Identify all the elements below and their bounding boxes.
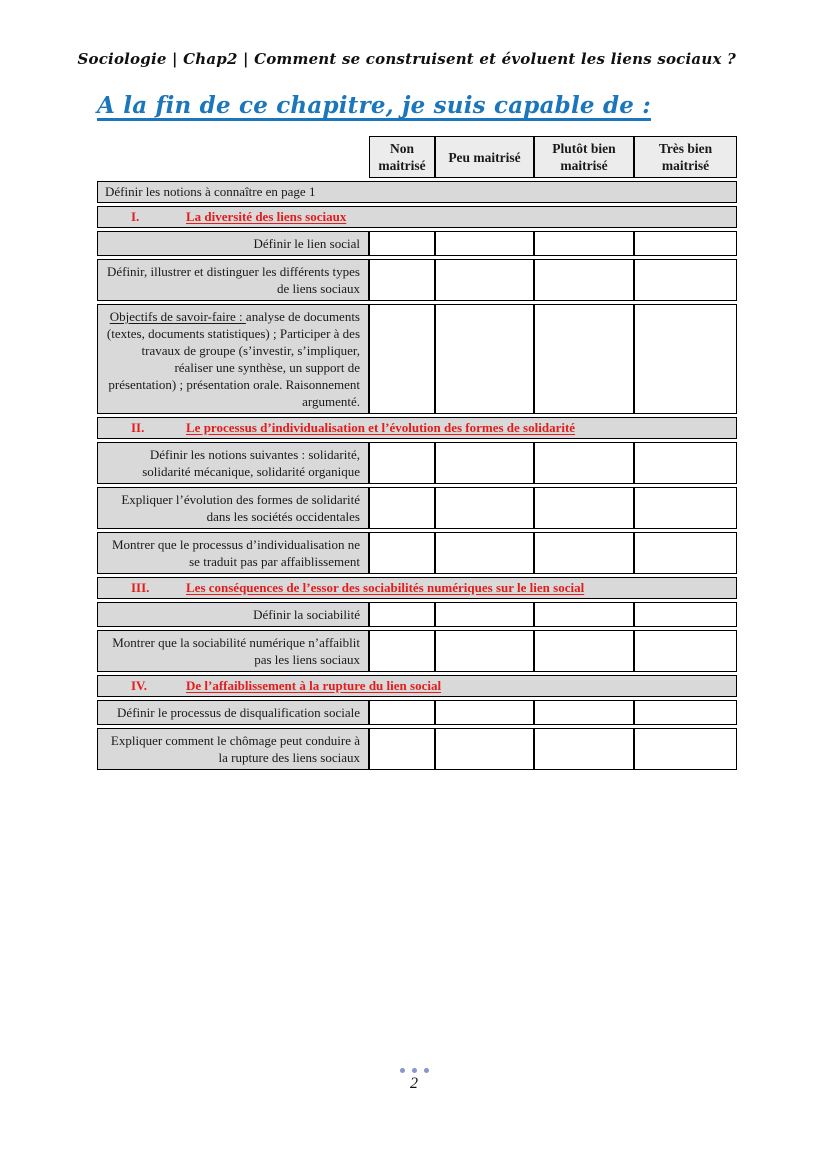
section-title: Le processus d’individualisation et l’évolution des formes de solidarité bbox=[186, 420, 576, 435]
answer-cell bbox=[534, 442, 634, 484]
answer-cell bbox=[369, 304, 435, 414]
answer-cell bbox=[534, 728, 634, 770]
answer-cell bbox=[369, 442, 435, 484]
section-title: Les conséquences de l’essor des sociabilités numériques sur le lien social bbox=[186, 580, 585, 595]
table-row-section bbox=[97, 206, 737, 228]
header-ghost-cell bbox=[97, 136, 369, 178]
table-row-item bbox=[97, 442, 737, 484]
answer-cell bbox=[435, 259, 534, 301]
skill-label: Montrer que le processus d’individualisation ne se traduit pas par affaiblissement bbox=[97, 532, 369, 574]
section-heading bbox=[97, 417, 737, 439]
table-row-item bbox=[97, 487, 737, 529]
skill-label: Objectifs de savoir-faire : analyse de documents (textes, documents statistiques) ; Participer à des travaux de groupe (s’investir, s’impliquer, réaliser une synthèse, un support de présentation) ; présentation orale. Raisonnement argumenté. bbox=[97, 304, 369, 414]
section-number: III. bbox=[131, 580, 150, 595]
answer-cell bbox=[534, 304, 634, 414]
answer-cell bbox=[634, 602, 737, 627]
column-header: Plutôt bien maitrisé bbox=[534, 136, 634, 178]
page-footer bbox=[0, 1068, 828, 1093]
answer-cell bbox=[369, 487, 435, 529]
table-row-section bbox=[97, 577, 737, 599]
answer-cell bbox=[435, 532, 534, 574]
full-width-label: Définir les notions à connaître en page 1 bbox=[97, 181, 737, 203]
mastery-table bbox=[97, 133, 737, 773]
skill-label: Montrer que la sociabilité numérique n’affaiblit pas les liens sociaux bbox=[97, 630, 369, 672]
table-row-item bbox=[97, 259, 737, 301]
answer-cell bbox=[534, 231, 634, 256]
table-row-section bbox=[97, 675, 737, 697]
skill-label: Définir, illustrer et distinguer les différents types de liens sociaux bbox=[97, 259, 369, 301]
answer-cell bbox=[634, 231, 737, 256]
answer-cell bbox=[369, 728, 435, 770]
answer-cell bbox=[435, 728, 534, 770]
table-row-item bbox=[97, 602, 737, 627]
answer-cell bbox=[435, 602, 534, 627]
answer-cell bbox=[369, 231, 435, 256]
table-row-section bbox=[97, 417, 737, 439]
answer-cell bbox=[369, 602, 435, 627]
table-row-item bbox=[97, 728, 737, 770]
answer-cell bbox=[369, 700, 435, 725]
answer-cell bbox=[435, 700, 534, 725]
answer-cell bbox=[634, 700, 737, 725]
section-heading bbox=[97, 675, 737, 697]
answer-cell bbox=[435, 442, 534, 484]
table-row-full bbox=[97, 181, 737, 203]
answer-cell bbox=[634, 442, 737, 484]
dot-icon bbox=[400, 1068, 405, 1073]
column-header: Peu maitrisé bbox=[435, 136, 534, 178]
answer-cell bbox=[435, 630, 534, 672]
skill-label: Définir le lien social bbox=[97, 231, 369, 256]
answer-cell bbox=[369, 259, 435, 301]
answer-cell bbox=[435, 487, 534, 529]
page-title: A la fin de ce chapitre, je suis capable de : bbox=[97, 92, 651, 119]
document-header: Sociologie | Chap2 | Comment se construisent et évoluent les liens sociaux ? bbox=[77, 50, 736, 68]
answer-cell bbox=[634, 728, 737, 770]
answer-cell bbox=[534, 700, 634, 725]
table-row-item bbox=[97, 231, 737, 256]
section-heading bbox=[97, 577, 737, 599]
section-number: II. bbox=[131, 420, 145, 435]
section-title: De l’affaiblissement à la rupture du lien social bbox=[186, 678, 442, 693]
page-number: 2 bbox=[410, 1075, 418, 1092]
answer-cell bbox=[534, 602, 634, 627]
skill-label: Définir les notions suivantes : solidarité, solidarité mécanique, solidarité organique bbox=[97, 442, 369, 484]
table-row-item bbox=[97, 630, 737, 672]
skill-label: Définir le processus de disqualification sociale bbox=[97, 700, 369, 725]
answer-cell bbox=[534, 630, 634, 672]
table-row-item bbox=[97, 304, 737, 414]
section-number: IV. bbox=[131, 678, 148, 693]
footer-dots bbox=[0, 1068, 828, 1073]
skill-label: Expliquer l’évolution des formes de solidarité dans les sociétés occidentales bbox=[97, 487, 369, 529]
answer-cell bbox=[369, 532, 435, 574]
answer-cell bbox=[435, 304, 534, 414]
column-header: Non maitrisé bbox=[369, 136, 435, 178]
dot-icon bbox=[424, 1068, 429, 1073]
answer-cell bbox=[634, 532, 737, 574]
column-header: Très bien maitrisé bbox=[634, 136, 737, 178]
answer-cell bbox=[634, 259, 737, 301]
answer-cell bbox=[534, 532, 634, 574]
answer-cell bbox=[534, 259, 634, 301]
skill-label: Expliquer comment le chômage peut conduire à la rupture des liens sociaux bbox=[97, 728, 369, 770]
skill-label: Définir la sociabilité bbox=[97, 602, 369, 627]
section-heading bbox=[97, 206, 737, 228]
table-row-item bbox=[97, 532, 737, 574]
section-number: I. bbox=[131, 209, 140, 224]
answer-cell bbox=[369, 630, 435, 672]
answer-cell bbox=[634, 487, 737, 529]
answer-cell bbox=[534, 487, 634, 529]
section-title: La diversité des liens sociaux bbox=[186, 209, 347, 224]
answer-cell bbox=[634, 304, 737, 414]
table-header-row bbox=[97, 136, 737, 178]
skill-label-underlined-prefix: Objectifs de savoir-faire : bbox=[109, 309, 246, 324]
answer-cell bbox=[634, 630, 737, 672]
table-row-item bbox=[97, 700, 737, 725]
answer-cell bbox=[435, 231, 534, 256]
mastery-table-body bbox=[97, 136, 737, 770]
dot-icon bbox=[412, 1068, 417, 1073]
